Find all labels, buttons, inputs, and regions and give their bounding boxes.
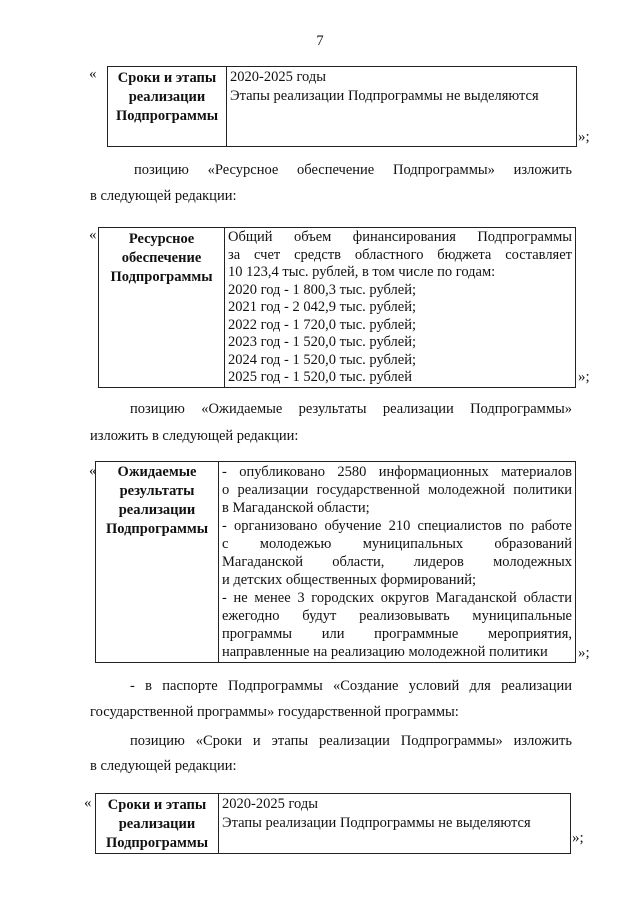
label-line: Сроки и этапы	[107, 797, 207, 813]
closing-quote: »;	[572, 830, 584, 846]
value-line: с молодежью муниципальных образований	[222, 536, 572, 552]
value-line: направленные на реализацию молодежной политики	[222, 644, 548, 660]
label-line: Подпрограммы	[110, 269, 213, 285]
opening-quote: «	[89, 463, 97, 479]
closing-quote: »;	[578, 369, 590, 385]
label-line: Подпрограммы	[105, 521, 209, 537]
opening-quote: «	[89, 66, 97, 82]
value-line: 2022 год - 1 720,0 тыс. рублей;	[228, 316, 416, 333]
value-line: - опубликовано 2580 информационных материалов	[222, 464, 572, 480]
page-number: 7	[316, 33, 324, 49]
instruction-text: - в паспорте Подпрограммы «Создание условий для реализации	[130, 678, 572, 694]
value-line: 2024 год - 1 520,0 тыс. рублей;	[228, 351, 416, 368]
value-line: - не менее 3 городских округов Магаданской области	[222, 590, 572, 606]
instruction-text: в следующей редакции:	[90, 758, 237, 774]
value-line: 2021 год - 2 042,9 тыс. рублей;	[228, 299, 416, 315]
label-cell	[99, 228, 225, 388]
value-line: 2025 год - 1 520,0 тыс. рублей	[228, 369, 412, 385]
label-line: Сроки и этапы	[117, 70, 217, 86]
value-line: 10 123,4 тыс. рублей, в том числе по годам:	[228, 264, 496, 280]
value-line: за счет средств областного бюджета составляет	[228, 246, 572, 263]
expected-results-table	[95, 461, 576, 663]
value-line: ежегодно будут реализовывать муниципальные	[222, 608, 572, 624]
value-line: программы или программные мероприятия,	[222, 626, 572, 642]
instruction-text: изложить в следующей редакции:	[90, 428, 299, 444]
value-line: 2020 год - 1 800,3 тыс. рублей;	[228, 281, 416, 298]
value-line: о реализации государственной молодежной политики	[222, 482, 572, 498]
value-line: Общий объем финансирования Подпрограммы	[228, 229, 572, 245]
instruction-text: позицию «Ожидаемые результаты реализации Подпрограммы»	[130, 401, 572, 417]
label-cell	[96, 462, 219, 663]
term-stages-table-1	[107, 66, 577, 147]
instruction-text: позицию «Ресурсное обеспечение Подпрограммы» изложить	[134, 162, 572, 178]
label-line: Ресурсное	[128, 231, 195, 247]
value-line: в Магаданской области;	[222, 500, 370, 516]
opening-quote: «	[89, 227, 97, 243]
resource-table	[98, 227, 576, 388]
label-line: реализации	[128, 89, 206, 105]
value-cell	[219, 462, 576, 663]
label-line: Ожидаемые	[117, 464, 197, 480]
value-line: Этапы реализации Подпрограммы не выделяются	[230, 88, 539, 104]
value-cell	[225, 228, 576, 388]
instruction-text: государственной программы» государственной программы:	[90, 704, 459, 720]
opening-quote: «	[84, 795, 92, 811]
label-line: обеспечение	[121, 250, 202, 266]
value-line: Этапы реализации Подпрограммы не выделяются	[222, 815, 531, 831]
label-line: Подпрограммы	[115, 108, 219, 124]
closing-quote: »;	[578, 645, 590, 661]
instruction-text: позицию «Сроки и этапы реализации Подпрограммы» изложить	[130, 733, 572, 749]
value-line: - организовано обучение 210 специалистов по работе	[222, 518, 572, 534]
value-line: 2020-2025 годы	[230, 69, 326, 85]
value-cell	[227, 67, 577, 147]
term-stages-table-2	[95, 793, 571, 854]
value-line: и детских общественных формирований;	[222, 572, 477, 588]
value-cell	[219, 794, 571, 854]
label-cell	[108, 67, 227, 147]
value-line: Магаданской области, лидеров молодежных	[222, 554, 572, 570]
label-line: результаты	[119, 483, 195, 499]
label-line: реализации	[118, 502, 196, 518]
value-line: 2023 год - 1 520,0 тыс. рублей;	[228, 334, 416, 350]
instruction-text: в следующей редакции:	[90, 188, 237, 204]
label-line: реализации	[118, 816, 196, 832]
label-cell	[96, 794, 219, 854]
closing-quote: »;	[578, 129, 590, 145]
value-line: 2020-2025 годы	[222, 796, 318, 812]
label-line: Подпрограммы	[105, 835, 209, 851]
